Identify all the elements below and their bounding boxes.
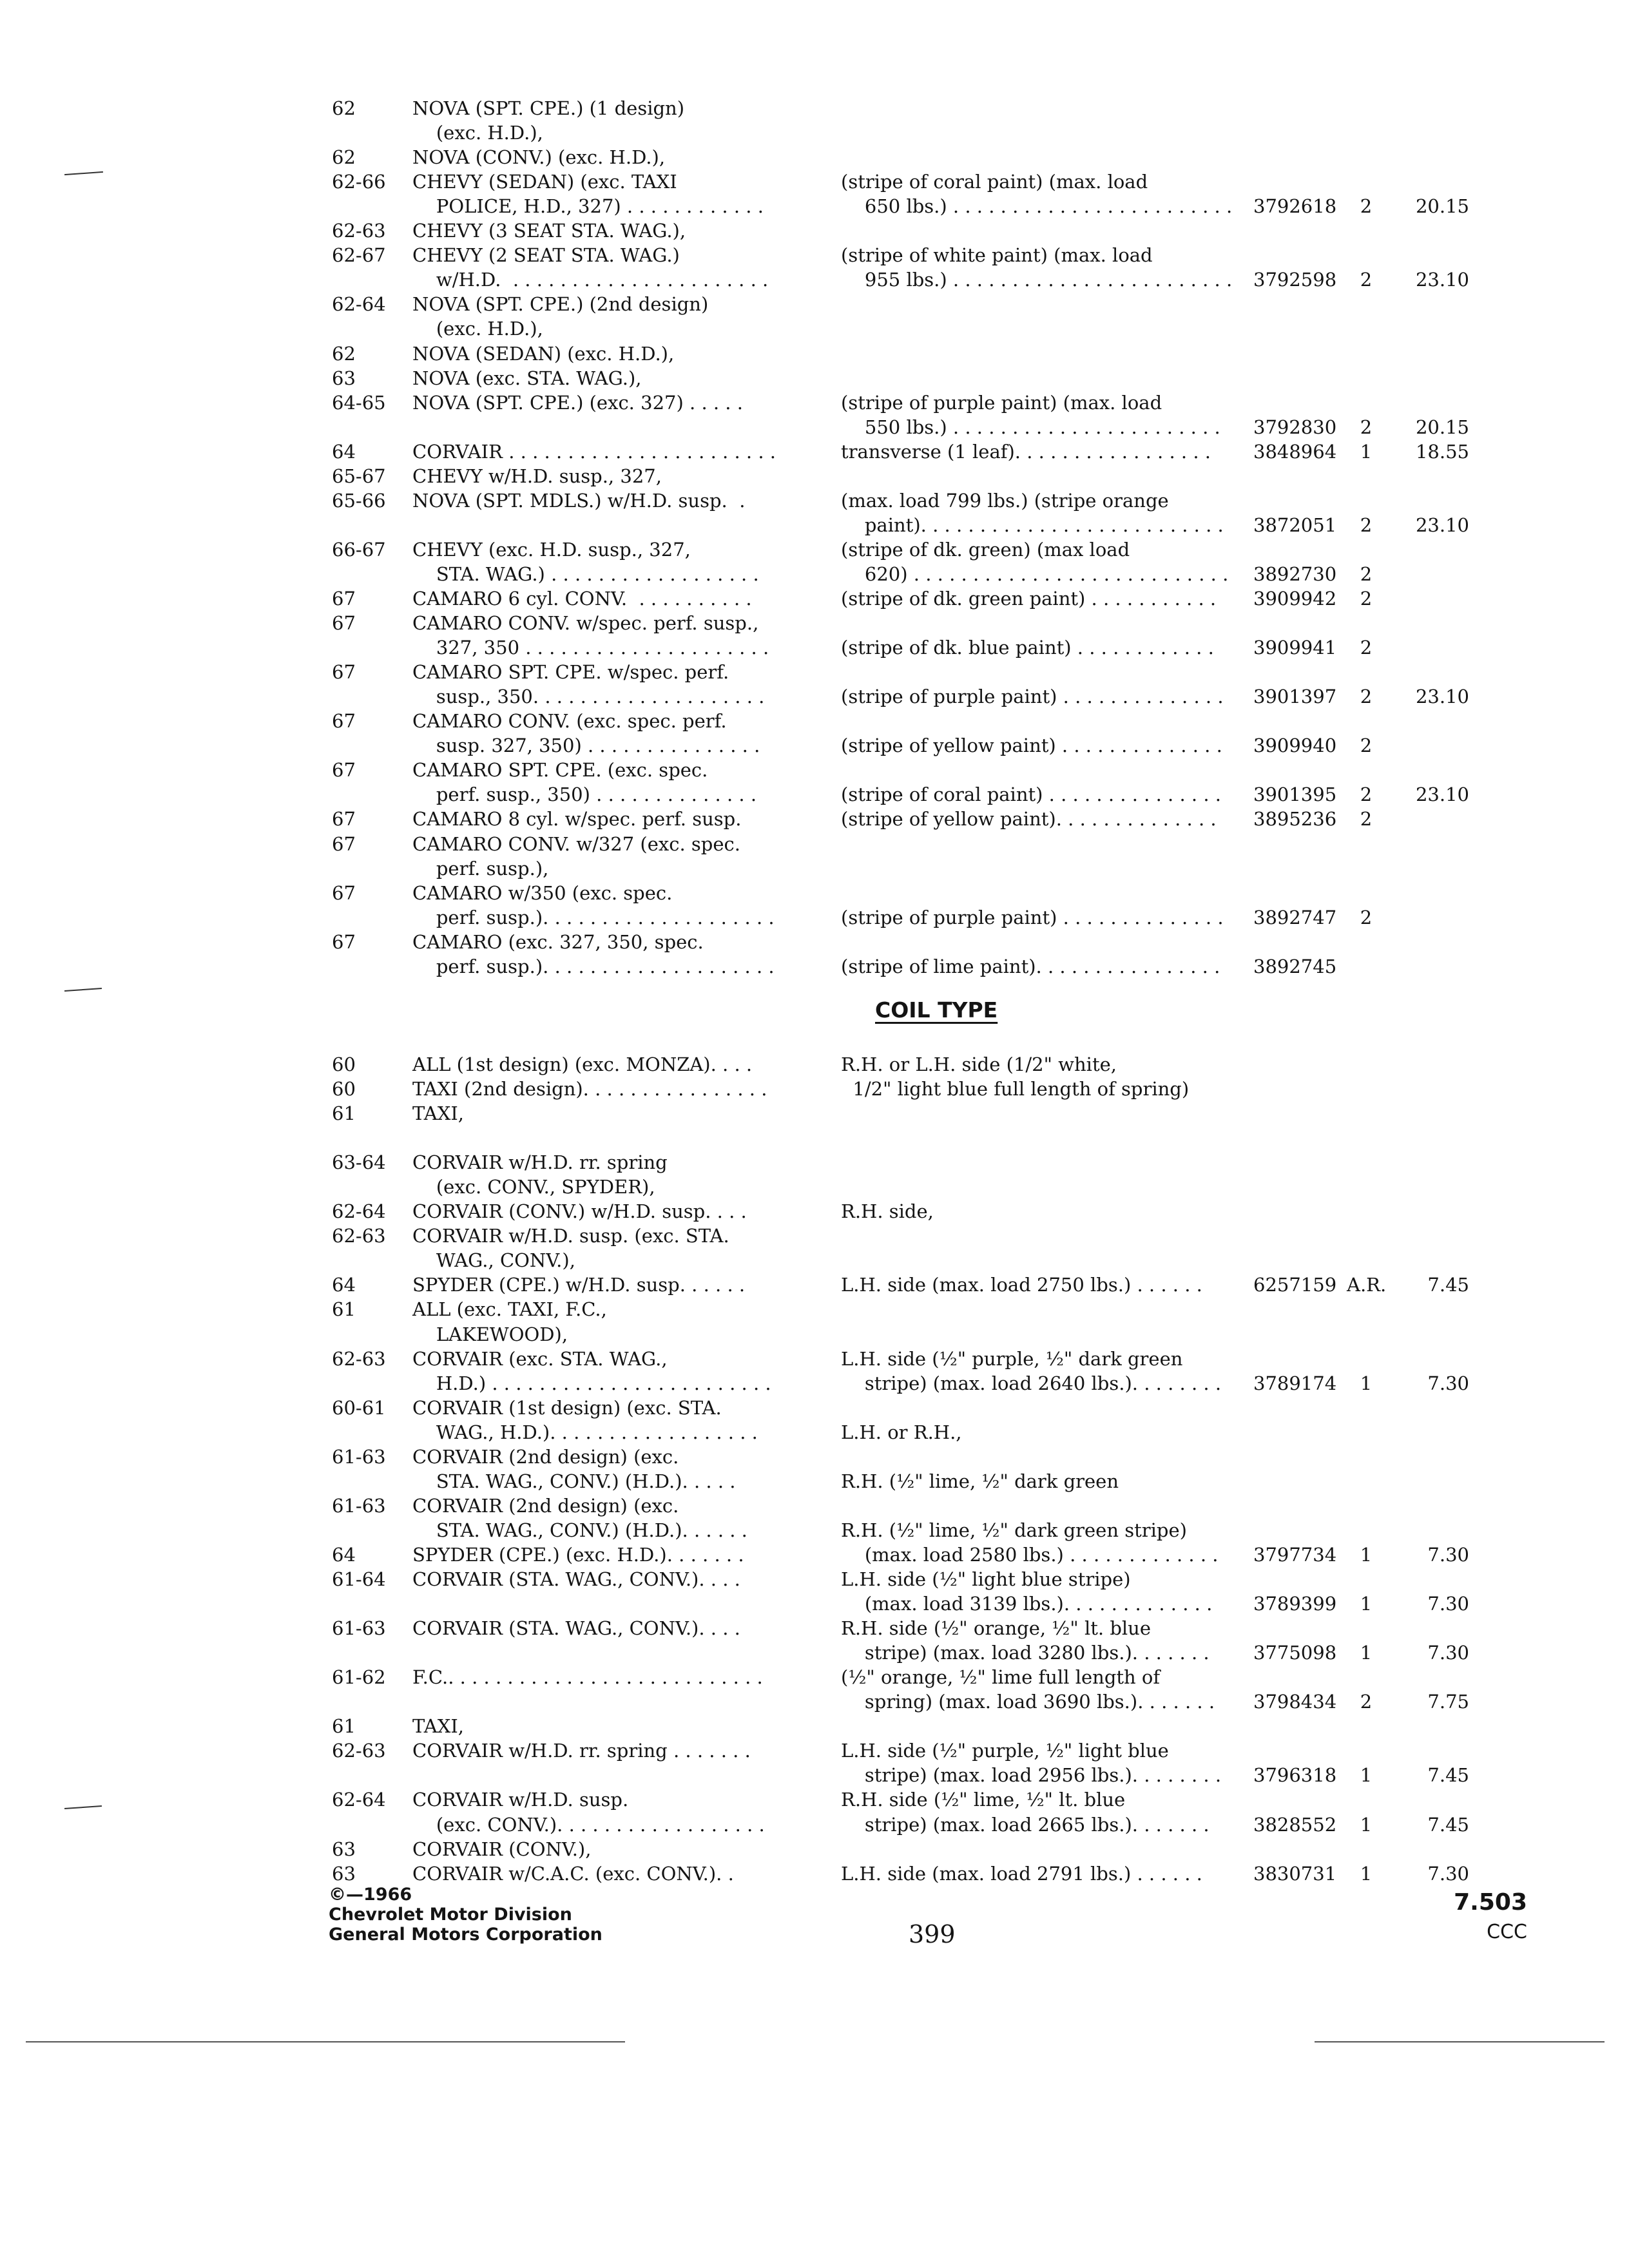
- quantity: 2: [1360, 637, 1373, 658]
- model-description: SPYDER (CPE.) (exc. H.D.). . . . . . .: [412, 1544, 744, 1566]
- model-description: CORVAIR (2nd design) (exc.: [412, 1495, 679, 1517]
- model-year: 64: [332, 1544, 356, 1566]
- model-description: CHEVY w/H.D. susp., 327,: [412, 465, 662, 487]
- spring-description: 1/2" light blue full length of spring): [841, 1078, 1190, 1100]
- model-description: CORVAIR (STA. WAG., CONV.). . . .: [412, 1568, 740, 1590]
- model-description: susp. 327, 350) . . . . . . . . . . . . . . .: [412, 735, 760, 756]
- part-number: 3909940: [1253, 735, 1337, 756]
- model-year: 64-65: [332, 392, 386, 414]
- model-year: 67: [332, 833, 356, 855]
- quantity: 2: [1360, 808, 1373, 830]
- model-year: 67: [332, 661, 356, 683]
- model-year: 61: [332, 1715, 356, 1737]
- quantity: A.R.: [1347, 1274, 1387, 1296]
- section-number: 7.503: [1454, 1889, 1527, 1916]
- quantity: 2: [1360, 514, 1373, 536]
- model-description: H.D.) . . . . . . . . . . . . . . . . . . . . . . . .: [412, 1372, 771, 1394]
- spring-description: paint). . . . . . . . . . . . . . . . . . . . . . . . . .: [841, 514, 1224, 536]
- model-description: CHEVY (3 SEAT STA. WAG.),: [412, 220, 686, 242]
- model-year: 61-63: [332, 1446, 386, 1468]
- part-number: 3789399: [1253, 1593, 1337, 1615]
- spring-description: (stripe of dk. blue paint) . . . . . . . . . . . .: [841, 637, 1214, 658]
- model-description: CORVAIR (2nd design) (exc.: [412, 1446, 679, 1468]
- quantity: 1: [1360, 1544, 1373, 1566]
- quantity: 2: [1360, 269, 1373, 291]
- model-description: NOVA (exc. STA. WAG.),: [412, 367, 642, 389]
- spring-description: R.H. side,: [841, 1200, 934, 1222]
- model-description: CHEVY (2 SEAT STA. WAG.): [412, 244, 680, 266]
- model-description: CORVAIR w/H.D. rr. spring: [412, 1151, 668, 1173]
- price: 7.30: [1427, 1593, 1469, 1615]
- model-year: 66-67: [332, 539, 386, 561]
- model-year: 65-67: [332, 465, 386, 487]
- model-year: 62-63: [332, 220, 386, 242]
- section-heading: COIL TYPE: [875, 997, 998, 1023]
- spring-description: stripe) (max. load 3280 lbs.). . . . . . .: [841, 1642, 1210, 1664]
- quantity: 2: [1360, 563, 1373, 585]
- model-year: 63-64: [332, 1151, 386, 1173]
- spring-description: (½" orange, ½" lime full length of: [841, 1666, 1161, 1688]
- part-number: 3798434: [1253, 1691, 1337, 1713]
- spring-description: (stripe of white paint) (max. load: [841, 244, 1153, 266]
- spring-description: L.H. side (½" light blue stripe): [841, 1568, 1131, 1590]
- part-number: 3901397: [1253, 686, 1337, 707]
- spring-description: 650 lbs.) . . . . . . . . . . . . . . . . . . . . . . . .: [841, 195, 1233, 217]
- part-number: 3848964: [1253, 441, 1337, 463]
- spring-description: (stripe of yellow paint) . . . . . . . . . . . . . .: [841, 735, 1222, 756]
- model-description: CORVAIR . . . . . . . . . . . . . . . . . . . . . . .: [412, 441, 776, 463]
- model-description: CAMARO SPT. CPE. (exc. spec.: [412, 759, 708, 781]
- part-number: 3792618: [1253, 195, 1337, 217]
- price: 7.75: [1427, 1691, 1469, 1713]
- price: 23.10: [1415, 514, 1469, 536]
- model-year: 60: [332, 1078, 356, 1100]
- quantity: 2: [1360, 907, 1373, 928]
- model-description: CAMARO CONV. (exc. spec. perf.: [412, 710, 727, 732]
- part-number: 3901395: [1253, 783, 1337, 805]
- margin-mark: [64, 988, 102, 992]
- model-description: TAXI,: [412, 1715, 465, 1737]
- scan-edge-rule: [26, 2041, 625, 2042]
- model-description: (exc. H.D.),: [412, 318, 543, 340]
- model-description: NOVA (SEDAN) (exc. H.D.),: [412, 343, 675, 365]
- part-number: 3909941: [1253, 637, 1337, 658]
- spring-description: 550 lbs.) . . . . . . . . . . . . . . . . . . . . . . .: [841, 416, 1220, 438]
- model-description: CAMARO SPT. CPE. w/spec. perf.: [412, 661, 729, 683]
- model-year: 67: [332, 882, 356, 904]
- spring-description: (stripe of purple paint) . . . . . . . . . . . . . .: [841, 907, 1224, 928]
- model-description: CORVAIR (1st design) (exc. STA.: [412, 1397, 722, 1419]
- quantity: 1: [1360, 1642, 1373, 1664]
- model-year: 62-64: [332, 1200, 386, 1222]
- model-description: 327, 350 . . . . . . . . . . . . . . . . . . . . .: [412, 637, 769, 658]
- model-description: CORVAIR (CONV.),: [412, 1838, 592, 1860]
- model-description: perf. susp.). . . . . . . . . . . . . . . . . . . .: [412, 956, 775, 977]
- spring-description: L.H. side (max. load 2750 lbs.) . . . . . .: [841, 1274, 1202, 1296]
- model-year: 61: [332, 1298, 356, 1320]
- spring-description: (stripe of purple paint) . . . . . . . . . . . . . .: [841, 686, 1224, 707]
- model-description: F.C.. . . . . . . . . . . . . . . . . . . . . . . . . . .: [412, 1666, 763, 1688]
- model-description: CAMARO (exc. 327, 350, spec.: [412, 931, 704, 953]
- price: 20.15: [1415, 195, 1469, 217]
- model-year: 61-62: [332, 1666, 386, 1688]
- price: 7.45: [1427, 1814, 1469, 1836]
- spring-description: (stripe of lime paint). . . . . . . . . . . . . . . .: [841, 956, 1220, 977]
- model-year: 60-61: [332, 1397, 386, 1419]
- model-description: CORVAIR w/C.A.C. (exc. CONV.). .: [412, 1863, 734, 1885]
- model-year: 62-67: [332, 244, 386, 266]
- model-description: LAKEWOOD),: [412, 1323, 568, 1345]
- model-description: NOVA (SPT. CPE.) (1 design): [412, 97, 685, 119]
- model-description: STA. WAG., CONV.) (H.D.). . . . . .: [412, 1519, 747, 1541]
- model-year: 62-63: [332, 1740, 386, 1762]
- price: 7.45: [1427, 1764, 1469, 1786]
- price: 18.55: [1415, 441, 1469, 463]
- quantity: 2: [1360, 195, 1373, 217]
- model-description: CAMARO CONV. w/327 (exc. spec.: [412, 833, 740, 855]
- spring-description: transverse (1 leaf). . . . . . . . . . . . . . . . .: [841, 441, 1211, 463]
- price: 7.30: [1427, 1544, 1469, 1566]
- part-number: 3792830: [1253, 416, 1337, 438]
- spring-description: (max. load 3139 lbs.). . . . . . . . . . . . .: [841, 1593, 1213, 1615]
- spring-description: (stripe of dk. green) (max load: [841, 539, 1130, 561]
- price: 7.45: [1427, 1274, 1469, 1296]
- model-description: SPYDER (CPE.) w/H.D. susp. . . . . .: [412, 1274, 746, 1296]
- model-description: STA. WAG.) . . . . . . . . . . . . . . . . . .: [412, 563, 759, 585]
- part-number: 3775098: [1253, 1642, 1337, 1664]
- model-description: CORVAIR w/H.D. rr. spring . . . . . . .: [412, 1740, 751, 1762]
- spring-description: (max. load 2580 lbs.) . . . . . . . . . . . . .: [841, 1544, 1219, 1566]
- model-year: 63: [332, 367, 356, 389]
- quantity: 1: [1360, 1764, 1373, 1786]
- quantity: 1: [1360, 1372, 1373, 1394]
- model-year: 62-63: [332, 1225, 386, 1247]
- model-description: (exc. CONV.). . . . . . . . . . . . . . . . . .: [412, 1814, 765, 1836]
- spring-description: L.H. side (½" purple, ½" dark green: [841, 1348, 1183, 1370]
- model-description: NOVA (SPT. CPE.) (2nd design): [412, 293, 709, 315]
- spring-description: (stripe of coral paint) (max. load: [841, 171, 1148, 193]
- model-description: CORVAIR w/H.D. susp.: [412, 1789, 629, 1811]
- model-year: 63: [332, 1863, 356, 1885]
- part-number: 3797734: [1253, 1544, 1337, 1566]
- model-year: 61-63: [332, 1617, 386, 1639]
- spring-description: 620) . . . . . . . . . . . . . . . . . . . . . . . . . . .: [841, 563, 1229, 585]
- model-year: 65-66: [332, 490, 386, 512]
- part-number: 3892747: [1253, 907, 1337, 928]
- spring-description: L.H. side (½" purple, ½" light blue: [841, 1740, 1169, 1762]
- spring-description: R.H. side (½" orange, ½" lt. blue: [841, 1617, 1152, 1639]
- margin-mark: [64, 1805, 102, 1809]
- spring-description: L.H. or R.H.,: [841, 1421, 962, 1443]
- model-description: NOVA (SPT. CPE.) (exc. 327) . . . . .: [412, 392, 743, 414]
- model-year: 64: [332, 441, 356, 463]
- part-number: 3872051: [1253, 514, 1337, 536]
- price: 20.15: [1415, 416, 1469, 438]
- spring-description: (stripe of yellow paint). . . . . . . . . . . . . .: [841, 808, 1217, 830]
- spring-description: R.H. side (½" lime, ½" lt. blue: [841, 1789, 1126, 1811]
- model-description: CAMARO 6 cyl. CONV. . . . . . . . . . .: [412, 588, 752, 610]
- model-description: ALL (exc. TAXI, F.C.,: [412, 1298, 607, 1320]
- model-year: 62: [332, 97, 356, 119]
- part-number: 3828552: [1253, 1814, 1337, 1836]
- model-description: perf. susp., 350) . . . . . . . . . . . . . .: [412, 783, 757, 805]
- price: 7.30: [1427, 1863, 1469, 1885]
- spring-description: stripe) (max. load 2640 lbs.). . . . . . . .: [841, 1372, 1222, 1394]
- model-description: CHEVY (exc. H.D. susp., 327,: [412, 539, 691, 561]
- model-description: CORVAIR (exc. STA. WAG.,: [412, 1348, 668, 1370]
- model-year: 62: [332, 343, 356, 365]
- model-year: 63: [332, 1838, 356, 1860]
- model-description: WAG., CONV.),: [412, 1249, 575, 1271]
- model-year: 67: [332, 588, 356, 610]
- model-year: 67: [332, 710, 356, 732]
- part-number: 3895236: [1253, 808, 1337, 830]
- model-year: 62-63: [332, 1348, 386, 1370]
- model-year: 67: [332, 808, 356, 830]
- spring-description: L.H. side (max. load 2791 lbs.) . . . . . .: [841, 1863, 1202, 1885]
- model-year: 64: [332, 1274, 356, 1296]
- price: 7.30: [1427, 1372, 1469, 1394]
- model-year: 67: [332, 759, 356, 781]
- model-description: NOVA (CONV.) (exc. H.D.),: [412, 146, 666, 168]
- model-description: TAXI,: [412, 1102, 465, 1124]
- spring-description: R.H. (½" lime, ½" dark green stripe): [841, 1519, 1187, 1541]
- price: 23.10: [1415, 686, 1469, 707]
- spring-description: stripe) (max. load 2665 lbs.). . . . . . .: [841, 1814, 1210, 1836]
- price: 23.10: [1415, 783, 1469, 805]
- spring-description: R.H. (½" lime, ½" dark green: [841, 1470, 1119, 1492]
- spring-description: spring) (max. load 3690 lbs.). . . . . . .: [841, 1691, 1215, 1713]
- model-description: susp., 350. . . . . . . . . . . . . . . . . . . .: [412, 686, 765, 707]
- model-description: w/H.D. . . . . . . . . . . . . . . . . . . . . . .: [412, 269, 769, 291]
- model-description: TAXI (2nd design). . . . . . . . . . . . . . . .: [412, 1078, 767, 1100]
- model-year: 62: [332, 146, 356, 168]
- model-year: 62-66: [332, 171, 386, 193]
- model-description: CORVAIR (CONV.) w/H.D. susp. . . .: [412, 1200, 747, 1222]
- part-number: 6257159: [1253, 1274, 1337, 1296]
- spring-description: (stripe of purple paint) (max. load: [841, 392, 1162, 414]
- quantity: 2: [1360, 416, 1373, 438]
- model-year: 61-63: [332, 1495, 386, 1517]
- model-description: ALL (1st design) (exc. MONZA). . . .: [412, 1053, 753, 1075]
- spring-description: (max. load 799 lbs.) (stripe orange: [841, 490, 1169, 512]
- model-description: STA. WAG., CONV.) (H.D.). . . . .: [412, 1470, 736, 1492]
- spring-description: R.H. or L.H. side (1/2" white,: [841, 1053, 1117, 1075]
- page-number: 399: [909, 1920, 956, 1948]
- model-year: 62-64: [332, 293, 386, 315]
- model-year: 67: [332, 612, 356, 634]
- spring-description: (stripe of dk. green paint) . . . . . . . . . . .: [841, 588, 1217, 610]
- section-code: CCC: [1487, 1921, 1527, 1943]
- model-description: (exc. CONV., SPYDER),: [412, 1176, 655, 1198]
- model-description: CAMARO 8 cyl. w/spec. perf. susp.: [412, 808, 742, 830]
- margin-mark: [64, 171, 103, 175]
- part-number: 3909942: [1253, 588, 1337, 610]
- part-number: 3892730: [1253, 563, 1337, 585]
- model-description: NOVA (SPT. MDLS.) w/H.D. susp. .: [412, 490, 746, 512]
- model-description: CORVAIR (STA. WAG., CONV.). . . .: [412, 1617, 740, 1639]
- model-year: 61-64: [332, 1568, 386, 1590]
- quantity: 2: [1360, 1691, 1373, 1713]
- model-year: 60: [332, 1053, 356, 1075]
- quantity: 1: [1360, 441, 1373, 463]
- part-number: 3789174: [1253, 1372, 1337, 1394]
- model-description: perf. susp.),: [412, 858, 549, 879]
- scan-edge-rule: [1315, 2041, 1605, 2042]
- price: 23.10: [1415, 269, 1469, 291]
- model-year: 61: [332, 1102, 356, 1124]
- quantity: 2: [1360, 686, 1373, 707]
- model-year: 62-64: [332, 1789, 386, 1811]
- quantity: 2: [1360, 783, 1373, 805]
- part-number: 3792598: [1253, 269, 1337, 291]
- quantity: 1: [1360, 1814, 1373, 1836]
- model-description: CAMARO w/350 (exc. spec.: [412, 882, 673, 904]
- model-description: perf. susp.). . . . . . . . . . . . . . . . . . . .: [412, 907, 775, 928]
- quantity: 2: [1360, 588, 1373, 610]
- spring-description: 955 lbs.) . . . . . . . . . . . . . . . . . . . . . . . .: [841, 269, 1233, 291]
- quantity: 2: [1360, 735, 1373, 756]
- model-description: WAG., H.D.). . . . . . . . . . . . . . . . . .: [412, 1421, 758, 1443]
- quantity: 1: [1360, 1863, 1373, 1885]
- model-description: POLICE, H.D., 327) . . . . . . . . . . . .: [412, 195, 764, 217]
- division-name: Chevrolet Motor Division: [329, 1905, 572, 1925]
- spring-description: (stripe of coral paint) . . . . . . . . . . . . . . .: [841, 783, 1222, 805]
- price: 7.30: [1427, 1642, 1469, 1664]
- model-description: (exc. H.D.),: [412, 122, 543, 144]
- model-description: CORVAIR w/H.D. susp. (exc. STA.: [412, 1225, 729, 1247]
- model-description: CAMARO CONV. w/spec. perf. susp.,: [412, 612, 759, 634]
- part-number: 3892745: [1253, 956, 1337, 977]
- part-number: 3796318: [1253, 1764, 1337, 1786]
- model-year: 67: [332, 931, 356, 953]
- part-number: 3830731: [1253, 1863, 1337, 1885]
- model-description: CHEVY (SEDAN) (exc. TAXI: [412, 171, 677, 193]
- corporation-name: General Motors Corporation: [329, 1925, 602, 1945]
- copyright: ©—1966: [329, 1885, 412, 1905]
- spring-description: stripe) (max. load 2956 lbs.). . . . . . . .: [841, 1764, 1222, 1786]
- quantity: 1: [1360, 1593, 1373, 1615]
